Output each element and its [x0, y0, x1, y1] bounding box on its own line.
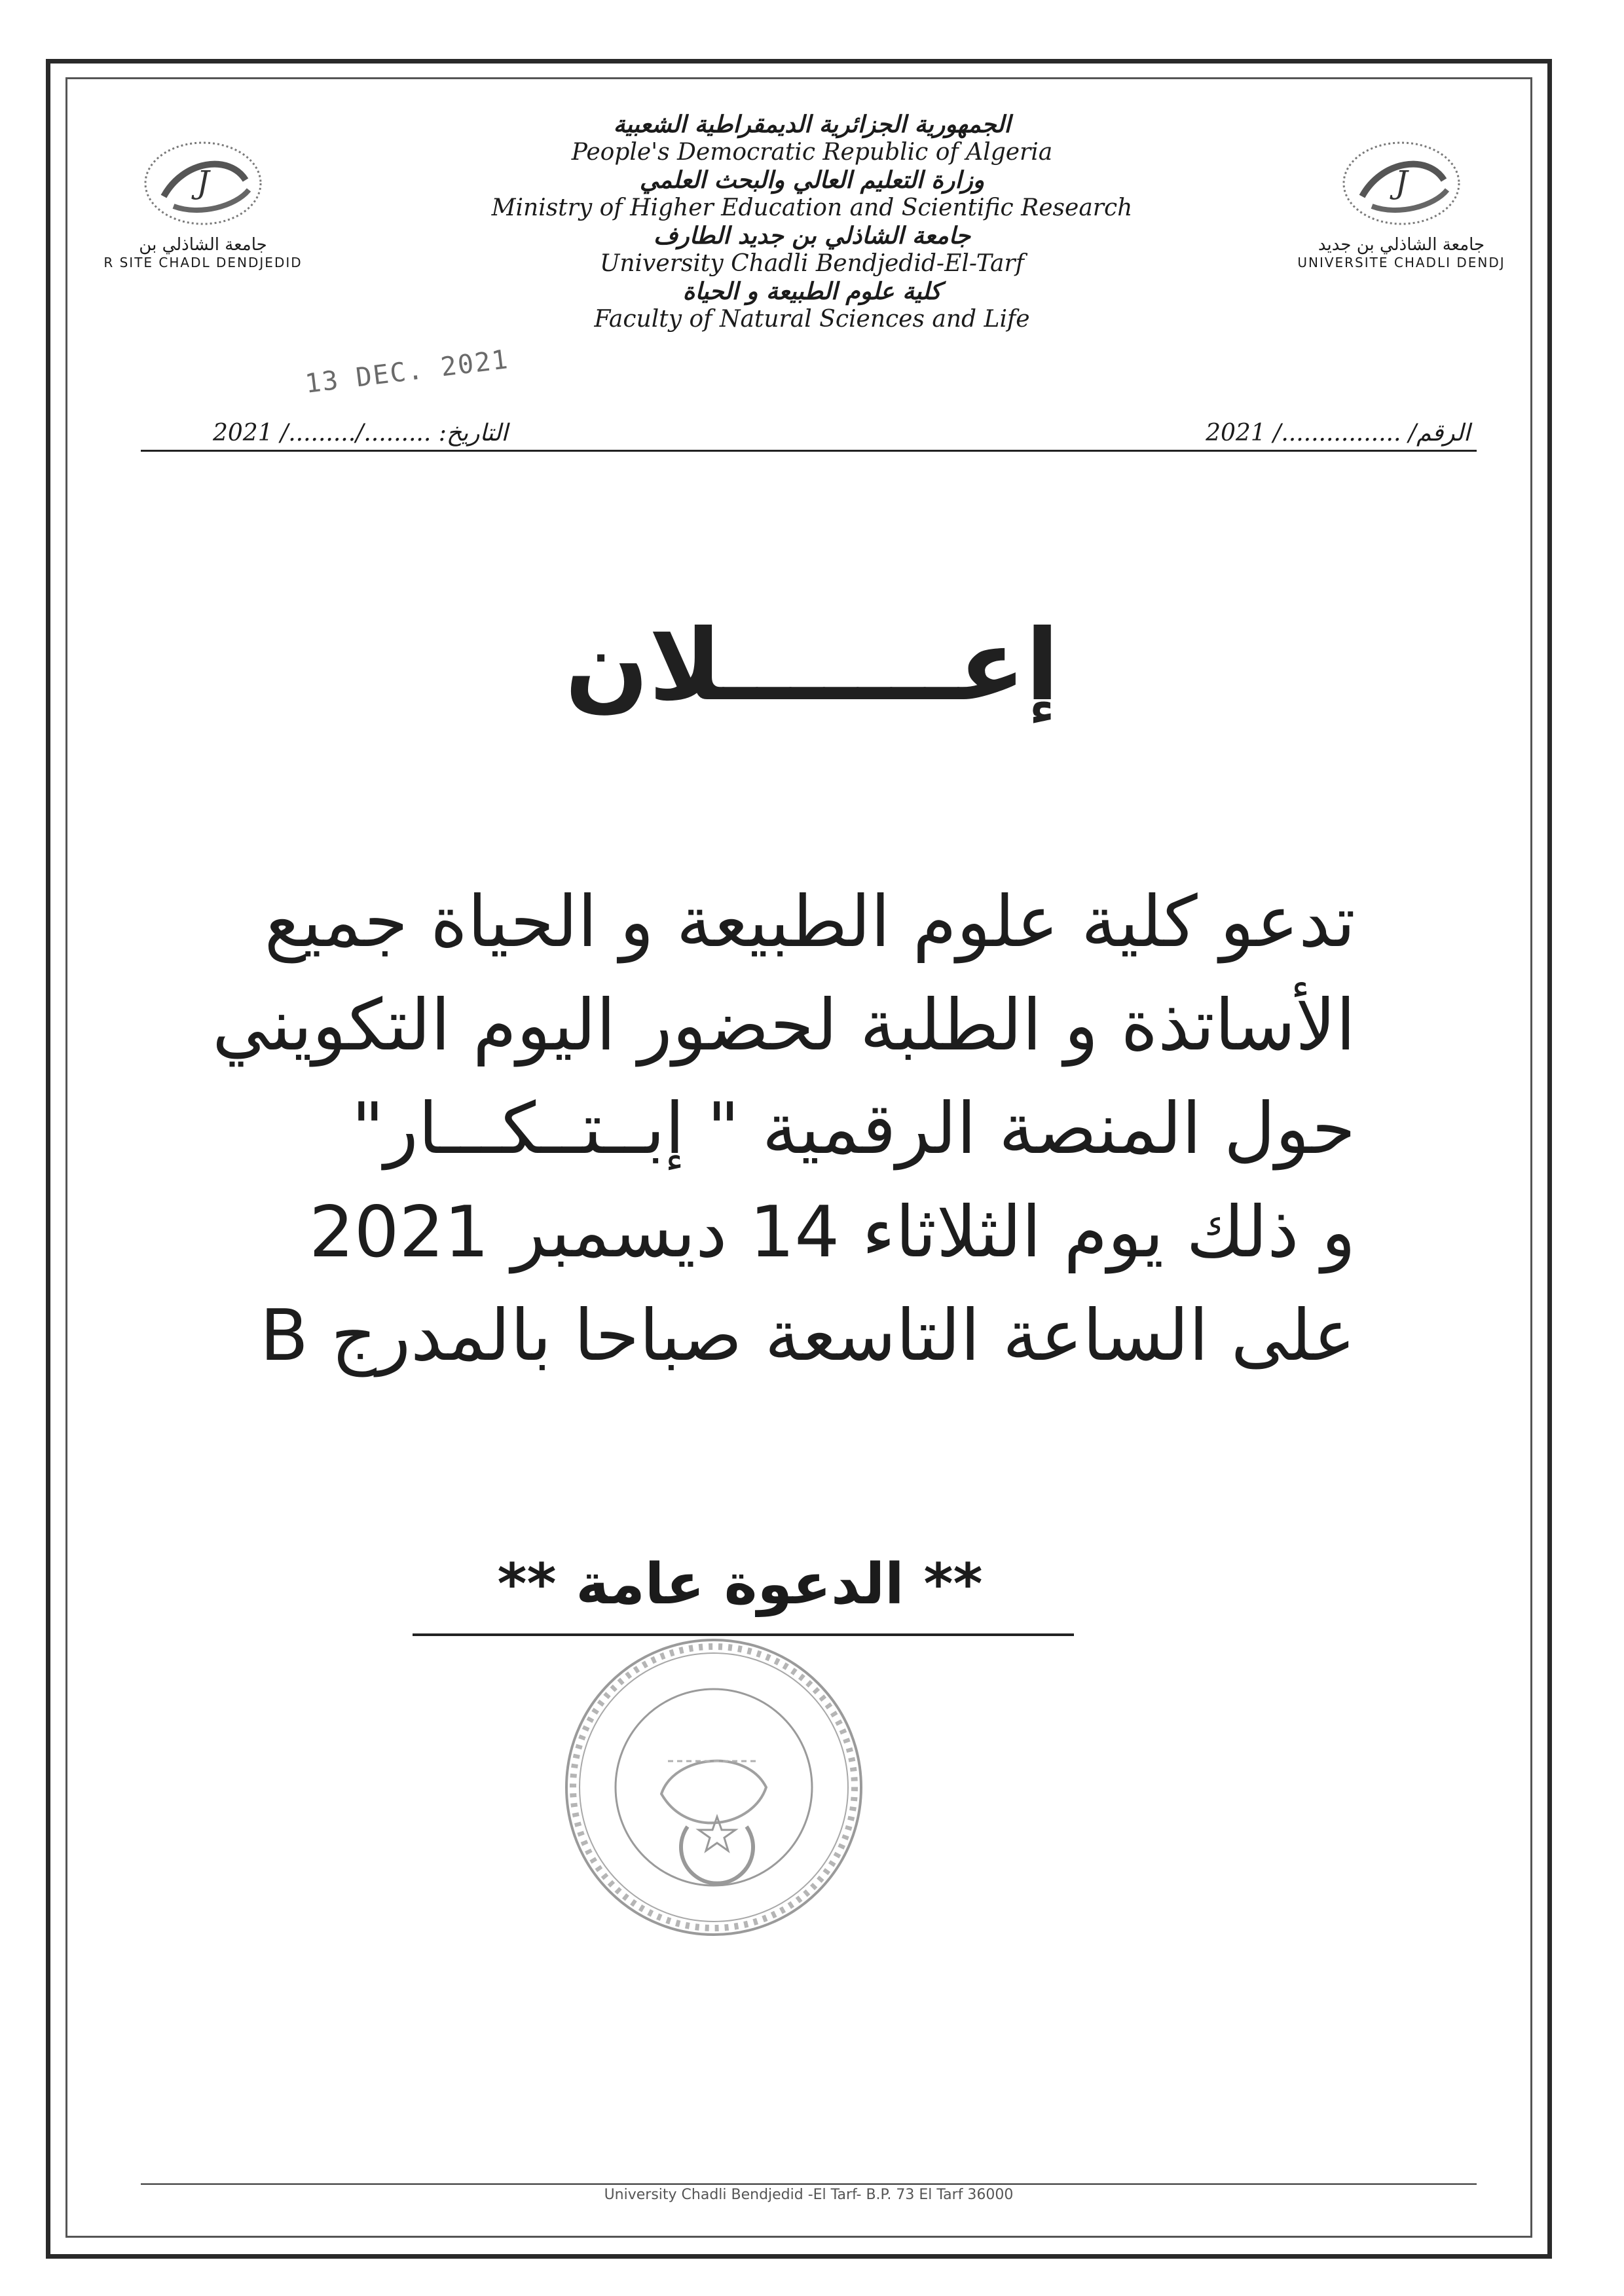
header-republic-ar: الجمهورية الجزائرية الديمقراطية الشعبية [613, 111, 1011, 138]
official-seal-icon [557, 1630, 871, 1944]
svg-text:J: J [196, 164, 210, 201]
footer-address: University Chadli Bendjedid -El Tarf- B.P. 73 El Tarf 36000 [604, 2187, 1014, 2203]
body-line: حول المنصة الرقمية " إبــتــكـــار" [351, 1088, 1356, 1170]
university-logo-right [1293, 134, 1509, 270]
closing-invitation: ** الدعوة عامة ** [497, 1552, 983, 1617]
reference-row [141, 406, 1477, 452]
header-republic-en: People's Democratic Republic of Algeria [571, 139, 1053, 166]
body-line: و ذلك يوم الثلاثاء 14 ديسمبر 2021 [309, 1192, 1356, 1273]
body-line: على الساعة التاسعة صباحا بالمدرج B [259, 1295, 1356, 1377]
header-ministry-ar: وزارة التعليم العالي والبحث العلمي [639, 166, 985, 194]
header-university-en: University Chadli Bendjedid-El-Tarf [600, 250, 1024, 278]
received-date-stamp: 13 DEC. 2021 [303, 344, 511, 399]
university-logo-left [95, 134, 311, 270]
logo-right-latin: UNIVERSITE CHADLI DENDJ [1297, 255, 1505, 270]
letterhead [452, 111, 1172, 334]
header-ministry-en: Ministry of Higher Education and Scientific Research [491, 194, 1133, 222]
logo-left-arabic: جامعة الشاذلي بن [139, 235, 267, 255]
reference-underline [141, 450, 1477, 452]
logo-left-latin: R SITE CHADL DENDJEDID [103, 255, 303, 270]
svg-text:J: J [1395, 164, 1408, 201]
header-university-ar: جامعة الشاذلي بن جديد الطارف [653, 222, 971, 249]
reference-date: التاريخ: ........./........./ 2021 [213, 420, 508, 446]
reference-number: الرقم/ ................/ 2021 [1206, 420, 1470, 446]
announcement-body [157, 871, 1356, 1388]
header-faculty-en: Faculty of Natural Sciences and Life [594, 306, 1030, 333]
logo-right-arabic: جامعة الشاذلي بن جديد [1318, 235, 1485, 255]
announcement-title: إعـــــــلان [564, 609, 1060, 723]
header-faculty-ar: كلية علوم الطبيعة و الحياة [682, 278, 942, 305]
footer-rule [141, 2183, 1477, 2185]
university-logo-icon [1336, 134, 1467, 232]
body-line: الأساتذة و الطلبة لحضور اليوم التكويني [212, 985, 1356, 1066]
university-logo-icon [138, 134, 268, 232]
body-line: تدعو كلية علوم الطبيعة و الحياة جميع [264, 881, 1356, 963]
